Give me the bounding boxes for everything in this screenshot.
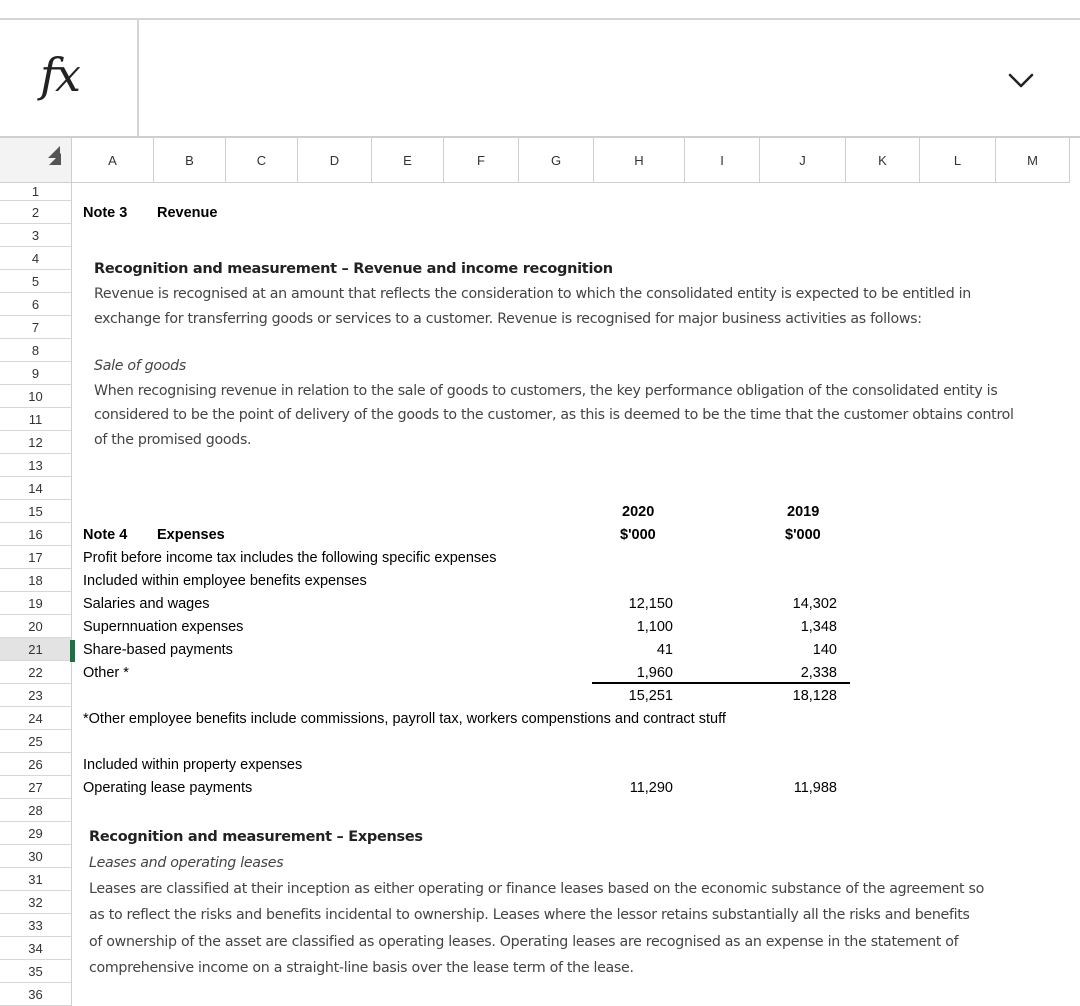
row-header-29[interactable]: 29: [0, 822, 72, 845]
row-header-12[interactable]: 12: [0, 431, 72, 454]
row-header-15[interactable]: 15: [0, 500, 72, 523]
total-2020: 15,251: [628, 688, 673, 704]
revenue-recognition-line2: exchange for transferring goods or services to a customer. Revenue is recognised for major business activities as follows:: [94, 311, 922, 327]
expense-label-share-based: Share-based payments: [83, 642, 233, 658]
sale-of-goods-line1: When recognising revenue in relation to the sale of goods to customers, the key performance obligation of the consolidated entity is: [94, 383, 998, 399]
selected-row-indicator: [70, 640, 75, 662]
row-header-24[interactable]: 24: [0, 707, 72, 730]
expense-label-salaries: Salaries and wages: [83, 596, 210, 612]
row-header-6[interactable]: 6: [0, 293, 72, 316]
row-header-5[interactable]: 5: [0, 270, 72, 293]
row-header-3[interactable]: 3: [0, 224, 72, 247]
lease-payments-2020: 11,290: [629, 780, 673, 796]
expense-2019-salaries: 14,302: [792, 596, 837, 612]
row-header-33[interactable]: 33: [0, 914, 72, 937]
leases-line4: comprehensive income on a straight-line basis over the lease term of the lease.: [89, 960, 634, 976]
year-2020-header: 2020: [622, 504, 655, 520]
row-header-17[interactable]: 17: [0, 546, 72, 569]
row-header-27[interactable]: 27: [0, 776, 72, 799]
column-header-a[interactable]: A: [72, 138, 154, 183]
row-header-34[interactable]: 34: [0, 937, 72, 960]
sale-of-goods-line3: of the promised goods.: [94, 432, 252, 448]
row-header-22[interactable]: 22: [0, 661, 72, 684]
total-underline: [592, 682, 850, 684]
revenue-recognition-line1: Revenue is recognised at an amount that reflects the consideration to which the consolidated entity is expected to be entitled in: [94, 286, 971, 302]
row-header-18[interactable]: 18: [0, 569, 72, 592]
row-header-14[interactable]: 14: [0, 477, 72, 500]
row-header-2[interactable]: 2: [0, 201, 72, 224]
column-header-k[interactable]: K: [846, 138, 920, 183]
expense-2019-superannuation: 1,348: [800, 619, 837, 635]
expense-2020-superannuation: 1,100: [636, 619, 673, 635]
row-header-28[interactable]: 28: [0, 799, 72, 822]
column-header-d[interactable]: D: [298, 138, 372, 183]
row-header-19[interactable]: 19: [0, 592, 72, 615]
row-header-21[interactable]: 21: [0, 638, 72, 661]
note4-label: Note 4: [83, 527, 128, 543]
row-header-31[interactable]: 31: [0, 868, 72, 891]
row-header-13[interactable]: 13: [0, 454, 72, 477]
column-header-e[interactable]: E: [372, 138, 444, 183]
row-header-9[interactable]: 9: [0, 362, 72, 385]
revenue-recognition-heading: Recognition and measurement – Revenue and income recognition: [94, 261, 613, 277]
unit-2019-header: $'000: [785, 527, 821, 543]
row-header-4[interactable]: 4: [0, 247, 72, 270]
row-header-10[interactable]: 10: [0, 385, 72, 408]
property-expenses-heading: Included within property expenses: [83, 757, 303, 773]
note3-title: Revenue: [157, 205, 218, 221]
column-header-h[interactable]: H: [594, 138, 685, 183]
expense-2020-salaries: 12,150: [628, 596, 673, 612]
expenses-recognition-heading: Recognition and measurement – Expenses: [89, 829, 423, 845]
footnote: *Other employee benefits include commissions, payroll tax, workers compenstions and contract stuff: [83, 711, 726, 727]
leases-line2: as to reflect the risks and benefits incidental to ownership. Leases where the lessor retains substantially all the risks and benefits: [89, 907, 970, 923]
row-header-11[interactable]: 11: [0, 408, 72, 431]
sale-of-goods-heading: Sale of goods: [94, 358, 186, 374]
formula-input[interactable]: [139, 20, 1080, 136]
column-header-i[interactable]: I: [685, 138, 760, 183]
leases-line1: Leases are classified at their inception as either operating or finance leases based on the economic substance of the agreement so: [89, 881, 984, 897]
row-header-23[interactable]: 23: [0, 684, 72, 707]
row-header-30[interactable]: 30: [0, 845, 72, 868]
note4-intro: Profit before income tax includes the following specific expenses: [83, 550, 497, 566]
expense-2020-other: 1,960: [636, 665, 673, 681]
row-header-26[interactable]: 26: [0, 753, 72, 776]
row-header-7[interactable]: 7: [0, 316, 72, 339]
row-header-20[interactable]: 20: [0, 615, 72, 638]
lease-payments-2019: 11,988: [793, 780, 837, 796]
leases-line3: of ownership of the asset are classified as operating leases. Operating leases are recognised as an expense in the statement of: [89, 934, 959, 950]
row-header-32[interactable]: 32: [0, 891, 72, 914]
column-header-l[interactable]: L: [920, 138, 996, 183]
column-header-g[interactable]: G: [519, 138, 594, 183]
row-header-35[interactable]: 35: [0, 960, 72, 983]
row-header-36[interactable]: 36: [0, 983, 72, 1006]
expense-label-other: Other *: [83, 665, 129, 681]
column-header-f[interactable]: F: [444, 138, 519, 183]
note3-label: Note 3: [83, 205, 128, 221]
column-header-j[interactable]: J: [760, 138, 846, 183]
chevron-down-icon[interactable]: [1006, 70, 1036, 92]
row-header-1[interactable]: 1: [0, 183, 72, 201]
row-header-25[interactable]: 25: [0, 730, 72, 753]
total-2019: 18,128: [792, 688, 837, 704]
expense-label-superannuation: Supernnuation expenses: [83, 619, 244, 635]
employee-benefits-heading: Included within employee benefits expenses: [83, 573, 367, 589]
note4-title: Expenses: [157, 527, 225, 543]
select-all-corner[interactable]: [0, 138, 72, 183]
row-header-16[interactable]: 16: [0, 523, 72, 546]
column-header-b[interactable]: B: [154, 138, 226, 183]
lease-payments-label: Operating lease payments: [83, 780, 253, 796]
column-header-m[interactable]: M: [996, 138, 1070, 183]
corner-triangle-icon: [0, 138, 72, 183]
expense-2019-other: 2,338: [800, 665, 837, 681]
sale-of-goods-line2: considered to be the point of delivery of the goods to the customer, as this is deemed to be the time that the customer obtains control: [94, 407, 1014, 423]
column-header-c[interactable]: C: [226, 138, 298, 183]
row-header-8[interactable]: 8: [0, 339, 72, 362]
year-2019-header: 2019: [787, 504, 820, 520]
leases-subheading: Leases and operating leases: [89, 855, 284, 871]
expense-2020-share-based: 41: [656, 642, 673, 658]
expense-2019-share-based: 140: [812, 642, 837, 658]
fx-icon: fx: [40, 48, 79, 102]
unit-2020-header: $'000: [620, 527, 656, 543]
